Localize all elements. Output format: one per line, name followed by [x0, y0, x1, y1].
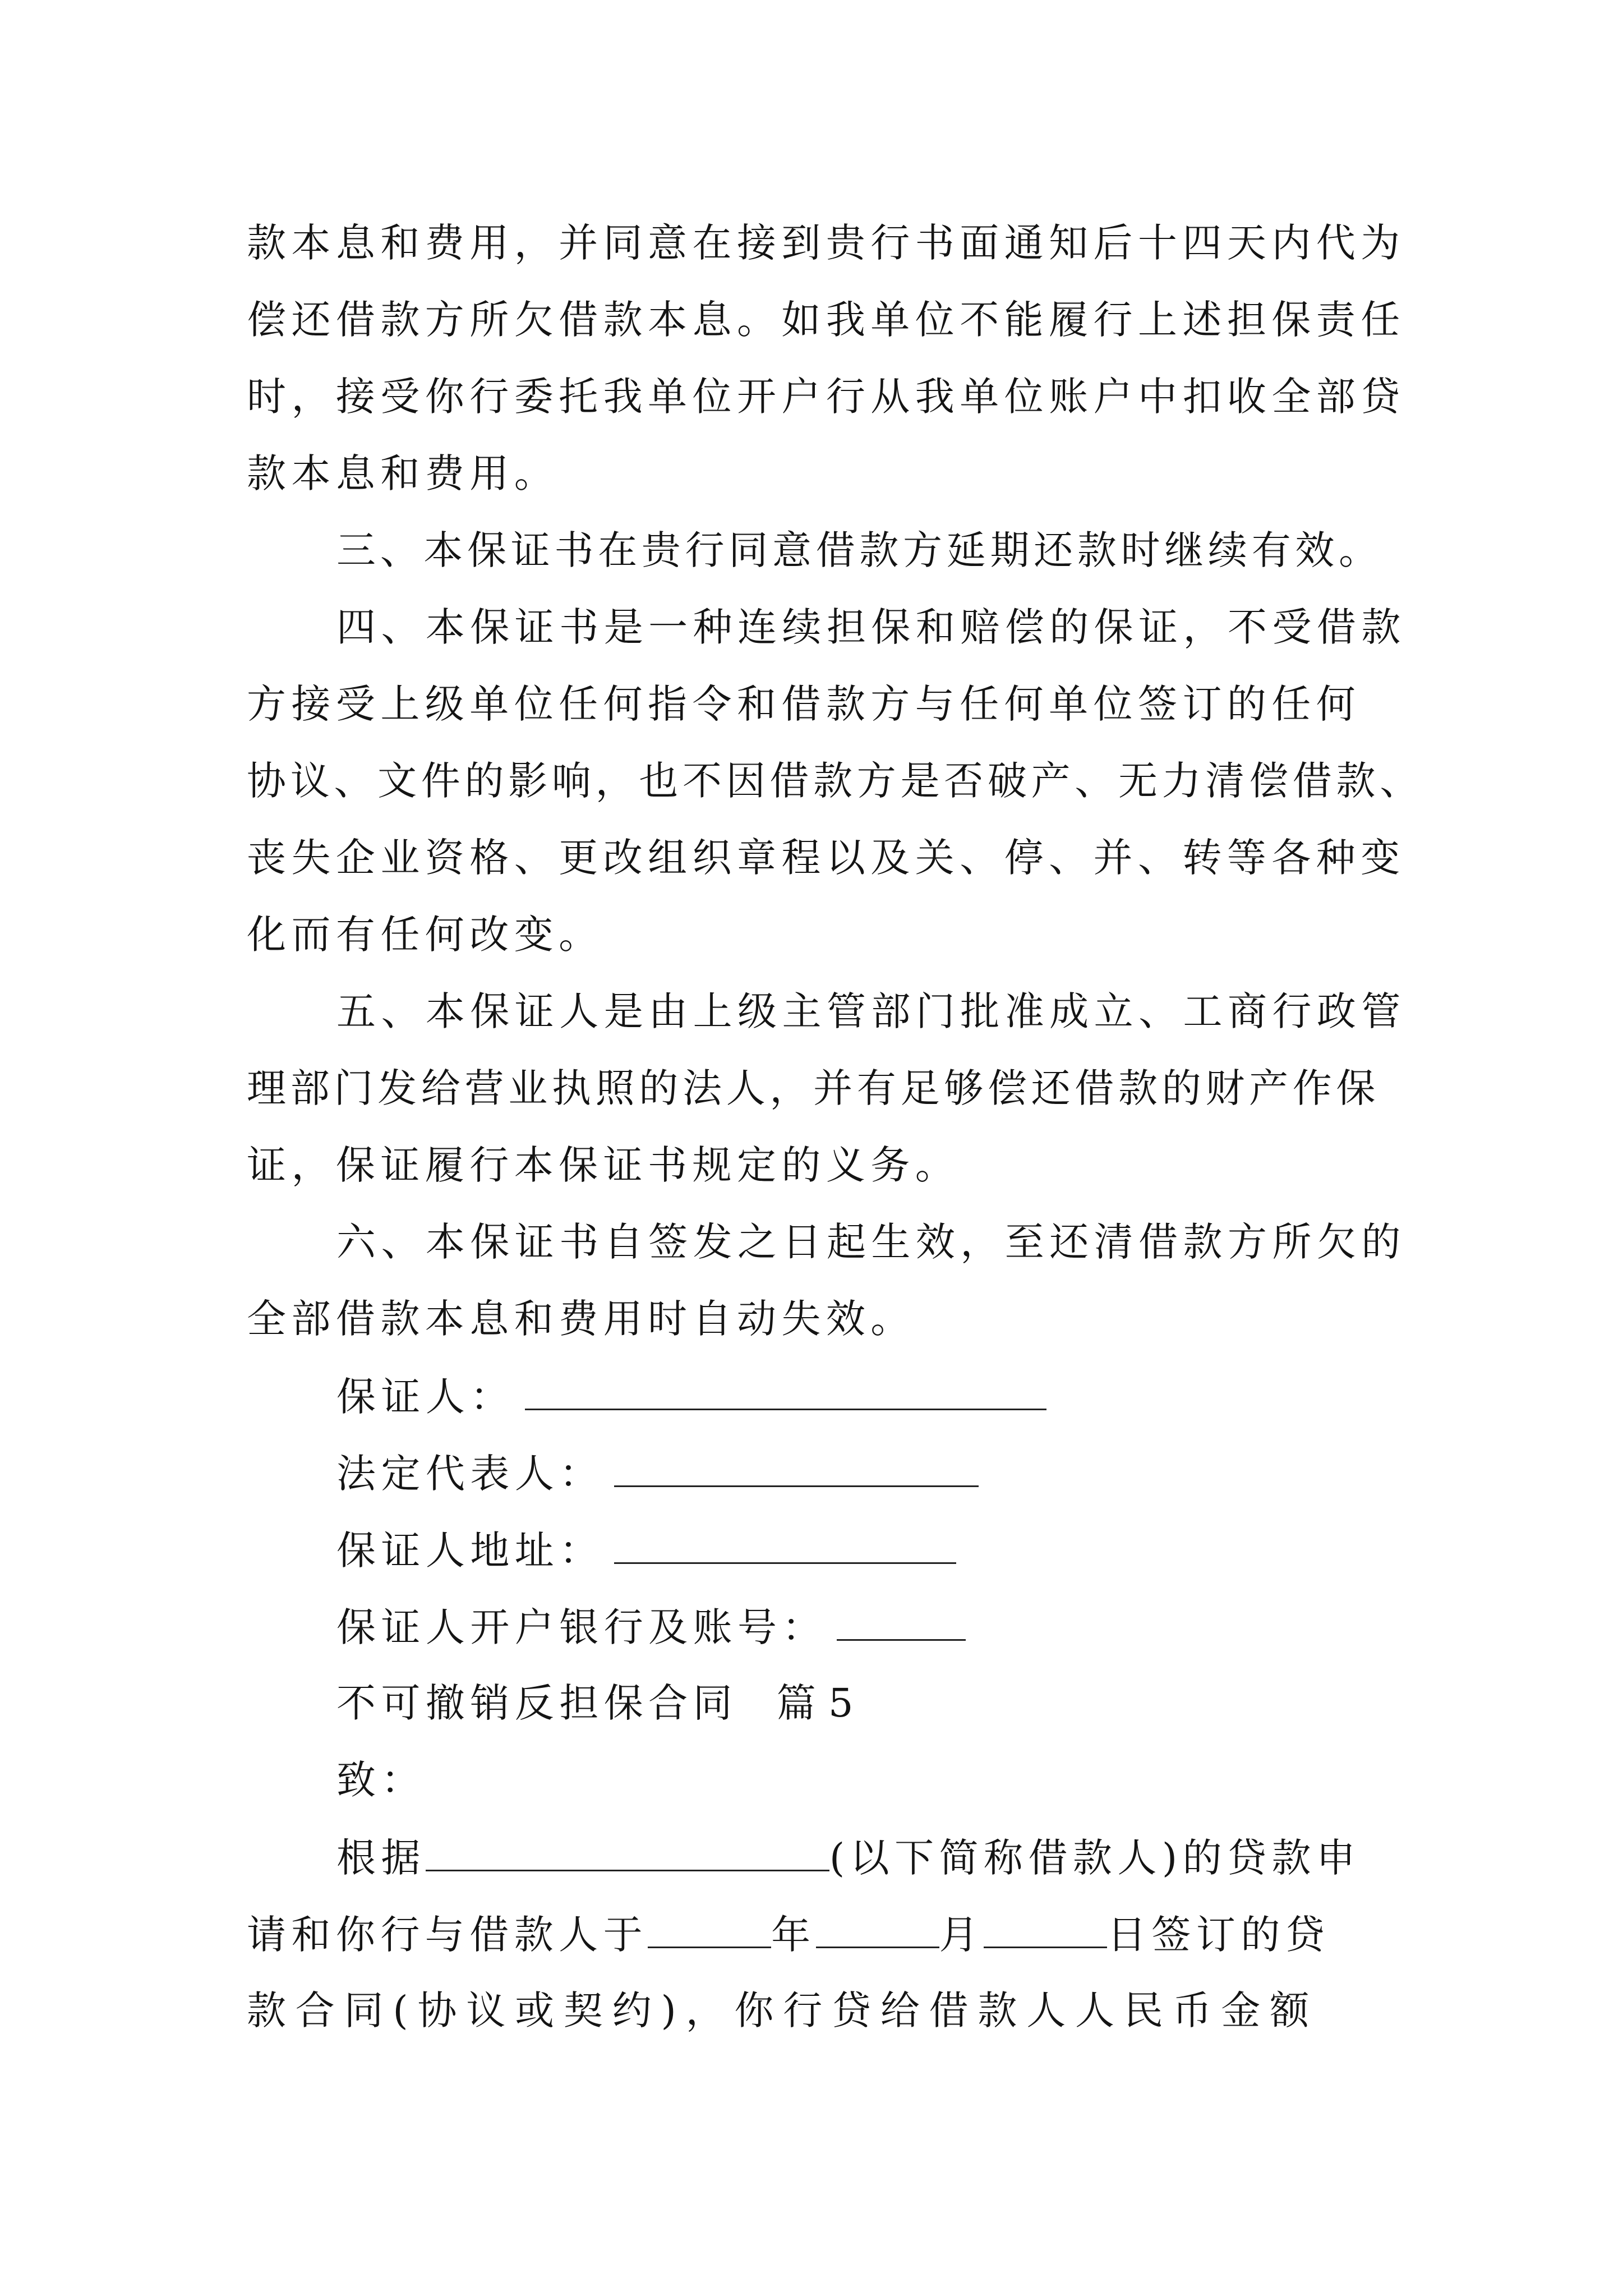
borrower-name-blank-line: [426, 1837, 829, 1871]
contract-section-heading: [336, 1680, 854, 1726]
clause-four-line-2: 方接受上级单位任何指令和借款方与任何单位签订的任何: [247, 681, 1361, 727]
loan-date-suffix: 日签订的贷: [1106, 1912, 1330, 1958]
clause-four-line-4: 丧失企业资格、更改组织章程以及关、停、并、转等各种变: [247, 835, 1405, 881]
legal-representative-label: 法定代表人：: [336, 1451, 604, 1497]
guarantor-address-field: [336, 1527, 956, 1573]
guarantor-bank-account-label: 保证人开户银行及账号：: [336, 1604, 827, 1650]
day-blank-line: [984, 1914, 1107, 1948]
guarantor-blank-line: [525, 1376, 1046, 1410]
clause-four-line-5: 化而有任何改变。: [247, 912, 603, 958]
clause-four-line-3: 协议、文件的影响，也不因借款方是否破产、无力清偿借款、: [247, 758, 1423, 804]
month-label: 月: [939, 1912, 984, 1958]
paragraph-line-4: 款本息和费用。: [247, 450, 559, 496]
clause-five-line-1: 五、本保证人是由上级主管部门批准成立、工商行政管: [336, 988, 1406, 1034]
loan-basis-prefix: 根据: [336, 1835, 426, 1881]
year-blank-line: [648, 1914, 771, 1948]
salutation: 致：: [336, 1757, 426, 1803]
loan-basis-line-2: [247, 1912, 1330, 1958]
guarantor-address-label: 保证人地址：: [336, 1527, 604, 1573]
contract-section-number: 篇 5: [776, 1680, 854, 1726]
loan-date-prefix: 请和你行与借款人于: [247, 1912, 648, 1958]
clause-five-line-3: 证，保证履行本保证书规定的义务。: [247, 1142, 960, 1188]
loan-basis-line-3: 款合同(协议或契约)，你行贷给借款人人民币金额: [247, 1987, 1319, 2033]
paragraph-line-2: 偿还借款方所欠借款本息。如我单位不能履行上述担保责任: [247, 297, 1405, 343]
clause-six-line-2: 全部借款本息和费用时自动失效。: [247, 1296, 915, 1342]
guarantor-bank-account-field: [336, 1604, 966, 1650]
clause-three: 三、本保证书在贵行同意借款方延期还款时继续有效。: [336, 527, 1382, 573]
guarantor-label: 保证人：: [336, 1374, 515, 1420]
guarantor-bank-account-blank-line: [837, 1607, 966, 1641]
month-blank-line: [816, 1914, 939, 1948]
clause-four-line-1: 四、本保证书是一种连续担保和赔偿的保证，不受借款: [336, 604, 1406, 650]
legal-representative-field: [336, 1451, 979, 1497]
contract-section-title: 不可撤销反担保合同: [336, 1680, 738, 1726]
legal-representative-blank-line: [614, 1453, 979, 1487]
loan-basis-line-1: [336, 1835, 1361, 1881]
paragraph-line-3: 时，接受你行委托我单位开户行从我单位账户中扣收全部贷: [247, 374, 1405, 420]
guarantor-address-blank-line: [614, 1530, 956, 1564]
clause-five-line-2: 理部门发给营业执照的法人，并有足够偿还借款的财产作保: [247, 1065, 1380, 1111]
clause-six-line-1: 六、本保证书自签发之日起生效，至还清借款方所欠的: [336, 1219, 1406, 1265]
loan-basis-suffix: (以下简称借款人)的贷款申: [829, 1835, 1361, 1881]
paragraph-line-1: 款本息和费用，并同意在接到贵行书面通知后十四天内代为: [247, 220, 1405, 266]
year-label: 年: [771, 1912, 816, 1958]
guarantor-field: [336, 1374, 1046, 1420]
